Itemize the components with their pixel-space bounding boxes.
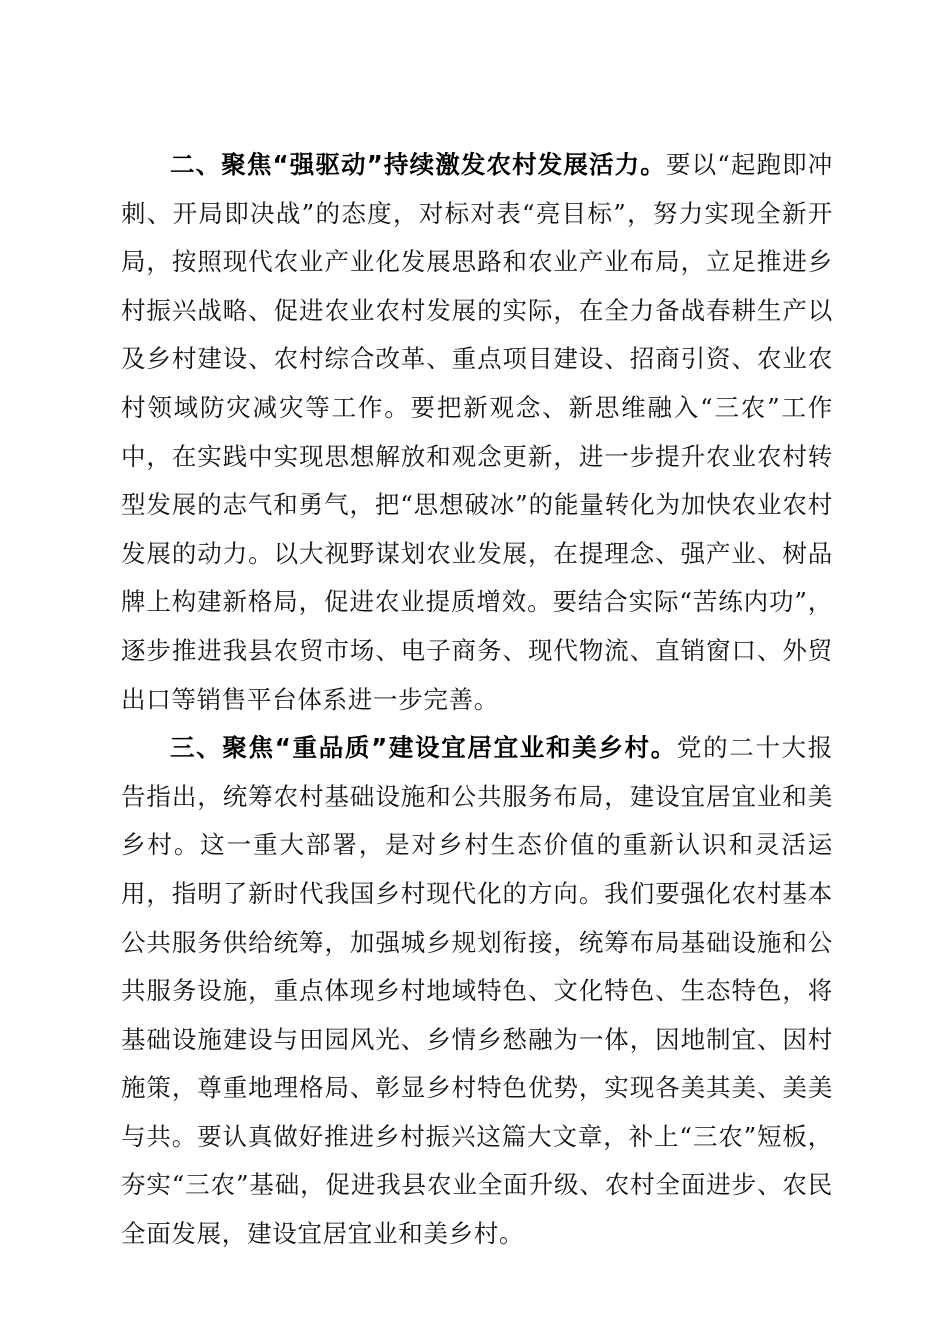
document-body (121, 141, 833, 1259)
section-two-body: 要以“起跑即冲刺、开局即决战”的态度，对标对表“亮目标”，努力实现全新开局，按照现代农业产业化发展思路和农业产业布局，立足推进乡村振兴战略、促进农业农村发展的实际，在全力备战春耕生产以及乡村建设、农村综合改革、重点项目建设、招商引资、农业农村领域防灾减灾等工作。要把新观念、新思维融入“三农”工作中，在实践中实现思想解放和观念更新，进一步提升农业农村转型发展的志气和勇气，把“思想破冰”的能量转化为加快农业农村发展的动力。以大视野谋划农业发展，在提理念、强产业、树品牌上构建新格局，促进农业提质增效。要结合实际“苦练内功”，逐步推进我县农贸市场、电子商务、现代物流、直销窗口、外贸出口等销售平台体系进一步完善。 (121, 150, 833, 714)
section-three-body: 党的二十大报告指出，统筹农村基础设施和公共服务布局，建设宜居宜业和美乡村。这一重大部署，是对乡村生态价值的重新认识和灵活运用，指明了新时代我国乡村现代化的方向。我们要强化农村基本公共服务供给统筹，加强城乡规划衔接，统筹布局基础设施和公共服务设施，重点体现乡村地域特色、文化特色、生态特色，将基础设施建设与田园风光、乡情乡愁融为一体，因地制宜、因村施策，尊重地理格局、彰显乡村特色优势，实现各美其美、美美与共。要认真做好推进乡村振兴这篇大文章，补上“三农”短板，夯实“三农”基础，促进我县农业全面升级、农村全面进步、农民全面发展，建设宜居宜业和美乡村。 (121, 733, 834, 1249)
paragraph-section-two (121, 141, 833, 724)
paragraph-section-three (121, 724, 833, 1259)
section-two-heading: 二、聚焦“强驱动”持续激发农村发展活力。 (170, 150, 666, 179)
section-three-heading: 三、聚焦“重品质”建设宜居宜业和美乡村。 (170, 733, 677, 763)
